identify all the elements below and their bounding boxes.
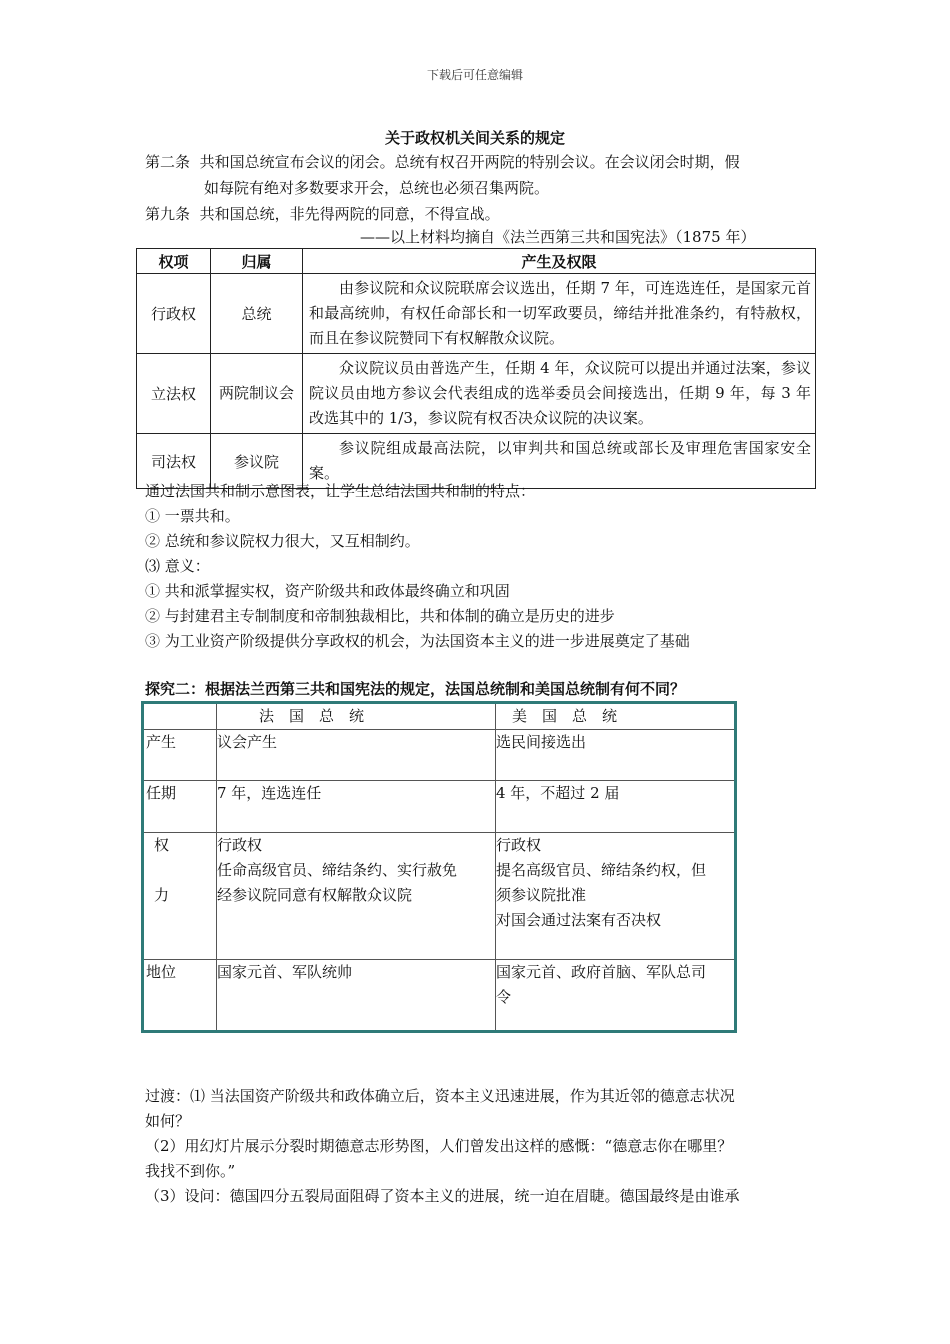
inquiry-question: 探究二：根据法兰西第三共和国宪法的规定，法国总统制和美国总统制有何不同？ — [145, 680, 686, 698]
article-9 — [145, 201, 500, 227]
transition-text: （3）设问：德国四分五裂局面阻碍了资本主义的进展，统一迫在眉睫。德国最终是由谁承 — [145, 1187, 740, 1205]
row-label: 产生 — [143, 730, 217, 781]
article-text: 共和国总统，非先得两院的同意，不得宣战。 — [199, 205, 500, 223]
cell-line: 令 — [496, 987, 512, 1006]
corner-cell — [143, 703, 217, 730]
table-row — [143, 730, 736, 781]
france-cell — [217, 959, 496, 1031]
cell-line: 国家元首、军队统帅 — [217, 962, 353, 981]
table-row — [143, 781, 736, 832]
row-label — [143, 832, 217, 959]
transition-text: 如何？ — [145, 1112, 191, 1130]
power-cell: 行政权 — [137, 274, 211, 354]
usa-cell — [496, 781, 736, 832]
meaning-item: ③ 为工业资产阶级提供分享政权的机会，为法国资本主义的进一步进展奠定了基础 — [145, 632, 690, 650]
cell-line: 行政权 — [496, 835, 542, 854]
cell-line: 对国会通过法案有否决权 — [496, 910, 662, 929]
column-header: 权项 — [137, 249, 211, 274]
summary-point: ① 一票共和。 — [145, 507, 240, 525]
transition-text: （2）用幻灯片展示分裂时期德意志形势图，人们曾发出这样的感慨：“德意志你在哪里？ — [145, 1137, 733, 1155]
table-header-row — [137, 249, 816, 274]
article-number: 第二条 — [145, 153, 191, 171]
cell-line: 4 年，不超过 2 届 — [496, 784, 620, 803]
france-cell — [217, 781, 496, 832]
article-2-cont: 如每院有绝对多数要求开会，总统也必须召集两院。 — [204, 179, 550, 197]
owner-cell: 两院制议会 — [211, 354, 303, 434]
cell-line: 经参议院同意有权解散众议院 — [217, 885, 413, 904]
cell-line: 须参议院批准 — [496, 885, 587, 904]
comparison-table — [141, 701, 737, 1033]
column-header: 产生及权限 — [303, 249, 816, 274]
page-header-note: 下载后可任意编辑 — [426, 68, 523, 82]
desc-cell: 由参议院和众议院联席会议选出，任期 7 年，可连选连任，是国家元首和最高统帅，有权任命部长和一切军政要员，缔结并批准条约，有特赦权，而且在参议院赞同下有权解散众议院。 — [303, 274, 816, 354]
article-text: 共和国总统宣布会议的闭会。总统有权召开两院的特别会议。在会议闭会时期，假 — [199, 153, 740, 171]
cell-line: 议会产生 — [217, 733, 278, 752]
summary-intro: 通过法国共和制示意图表，让学生总结法国共和制的特点： — [145, 482, 536, 500]
power-cell: 立法权 — [137, 354, 211, 434]
cell-line: 7 年，连选连任 — [217, 784, 322, 803]
table-row — [143, 832, 736, 959]
table-row — [137, 354, 816, 434]
column-header: 法 国 总 统 — [217, 703, 496, 730]
transition-text: 过渡：⑴ 当法国资产阶级共和政体确立后，资本主义迅速进展，作为其近邻的德意志状况 — [145, 1087, 735, 1105]
france-cell — [217, 730, 496, 781]
cell-line: 提名高级官员、缔结条约权，但 — [496, 860, 707, 879]
column-header: 归属 — [211, 249, 303, 274]
column-header: 美 国 总 统 — [496, 703, 736, 730]
article-number: 第九条 — [145, 205, 191, 223]
summary-point: ② 总统和参议院权力很大，又互相制约。 — [145, 532, 420, 550]
transition-text: 我找不到你。” — [145, 1162, 236, 1180]
table-header-row — [143, 703, 736, 730]
row-label: 地位 — [143, 959, 217, 1031]
table-row — [143, 959, 736, 1031]
power-table — [136, 248, 816, 489]
france-cell — [217, 832, 496, 959]
page-title: 关于政权机关间关系的规定 — [384, 129, 565, 147]
power-cell: 司法权 — [137, 434, 211, 489]
owner-cell: 参议院 — [211, 434, 303, 489]
cell-line: 选民间接选出 — [496, 733, 587, 752]
cell-line: 国家元首、政府首脑、军队总司 — [496, 962, 707, 981]
desc-cell: 参议院组成最高法院，以审判共和国总统或部长及审理危害国家安全案。 — [303, 434, 816, 489]
usa-cell — [496, 832, 736, 959]
cell-line: 行政权 — [217, 835, 263, 854]
meaning-item: ① 共和派掌握实权，资产阶级共和政体最终确立和巩固 — [145, 582, 510, 600]
meaning-item: ② 与封建君主专制制度和帝制独裁相比，共和体制的确立是历史的进步 — [145, 607, 615, 625]
cell-line: 任命高级官员、缔结条约、实行赦免 — [217, 860, 458, 879]
article-2 — [145, 149, 740, 175]
row-label-char: 权 — [154, 835, 170, 854]
source-citation: ——以上材料均摘自《法兰西第三共和国宪法》（1875 年） — [360, 228, 756, 246]
owner-cell: 总统 — [211, 274, 303, 354]
usa-cell — [496, 959, 736, 1031]
row-label: 任期 — [143, 781, 217, 832]
desc-cell: 众议院议员由普选产生，任期 4 年，众议院可以提出并通过法案，参议院议员由地方参议会代表组成的选举委员会间接选出，任期 9 年，每 3 年改选其中的 1/3，参议院有权否决众议院的决议案。 — [303, 354, 816, 434]
meaning-title: ⑶ 意义： — [145, 557, 210, 575]
table-row — [137, 274, 816, 354]
usa-cell — [496, 730, 736, 781]
row-label-char: 力 — [154, 885, 170, 904]
